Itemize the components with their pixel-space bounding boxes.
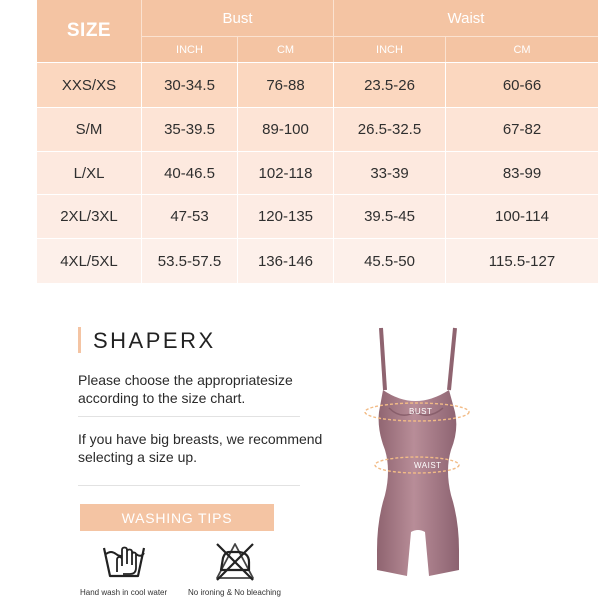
size-cell: L/XL	[37, 151, 141, 194]
bust-advice-text: If you have big breasts, we recommend selecting a size up.	[78, 431, 323, 465]
bust-cm-header: CM	[237, 36, 333, 62]
waist-cm-cell: 83-99	[445, 151, 598, 194]
size-cell: XXS/XS	[37, 62, 141, 107]
size-column-header: SIZE	[37, 0, 141, 62]
waist-column-header: Waist	[333, 0, 598, 36]
bodysuit-silhouette	[377, 328, 459, 576]
bust-inch-cell: 35-39.5	[141, 107, 237, 151]
bust-cm-cell: 102-118	[237, 151, 333, 194]
no-ironing-no-bleaching-icon	[213, 540, 257, 582]
waist-cm-cell: 115.5-127	[445, 238, 598, 283]
waist-cm-header: CM	[445, 36, 598, 62]
bust-cm-cell: 89-100	[237, 107, 333, 151]
bust-inch-cell: 53.5-57.5	[141, 238, 237, 283]
brand-logo: SHAPERX	[93, 328, 216, 353]
bust-inch-cell: 30-34.5	[141, 62, 237, 107]
waist-inch-header: INCH	[333, 36, 445, 62]
hand-wash-label: Hand wash in cool water	[80, 588, 168, 597]
bust-inch-header: INCH	[141, 36, 237, 62]
size-cell: 2XL/3XL	[37, 194, 141, 238]
waist-inch-cell: 45.5-50	[333, 238, 445, 283]
size-chart-table	[37, 0, 598, 283]
waist-inch-cell: 33-39	[333, 151, 445, 194]
waist-inch-cell: 26.5-32.5	[333, 107, 445, 151]
no-ironing-label: No ironing & No bleaching	[188, 588, 281, 597]
divider	[78, 416, 300, 417]
washing-tips-banner: WASHING TIPS	[80, 504, 274, 531]
bust-inch-cell: 40-46.5	[141, 151, 237, 194]
size-advice-text: Please choose the appropriatesize according to the size chart.	[78, 372, 293, 406]
bust-cm-cell: 136-146	[237, 238, 333, 283]
bodysuit-figure	[355, 320, 505, 595]
divider	[78, 485, 300, 486]
size-cell: S/M	[37, 107, 141, 151]
waist-cm-cell: 60-66	[445, 62, 598, 107]
waist-cm-cell: 67-82	[445, 107, 598, 151]
bust-cm-cell: 76-88	[237, 62, 333, 107]
waist-inch-cell: 23.5-26	[333, 62, 445, 107]
bust-inch-cell: 47-53	[141, 194, 237, 238]
bust-figure-label: BUST	[409, 407, 433, 416]
waist-cm-cell: 100-114	[445, 194, 598, 238]
bust-cm-cell: 120-135	[237, 194, 333, 238]
brand-accent-bar	[78, 327, 81, 353]
waist-inch-cell: 39.5-45	[333, 194, 445, 238]
bust-column-header: Bust	[141, 0, 333, 36]
size-cell: 4XL/5XL	[37, 238, 141, 283]
hand-wash-icon	[102, 540, 146, 582]
waist-figure-label: WAIST	[414, 461, 442, 470]
